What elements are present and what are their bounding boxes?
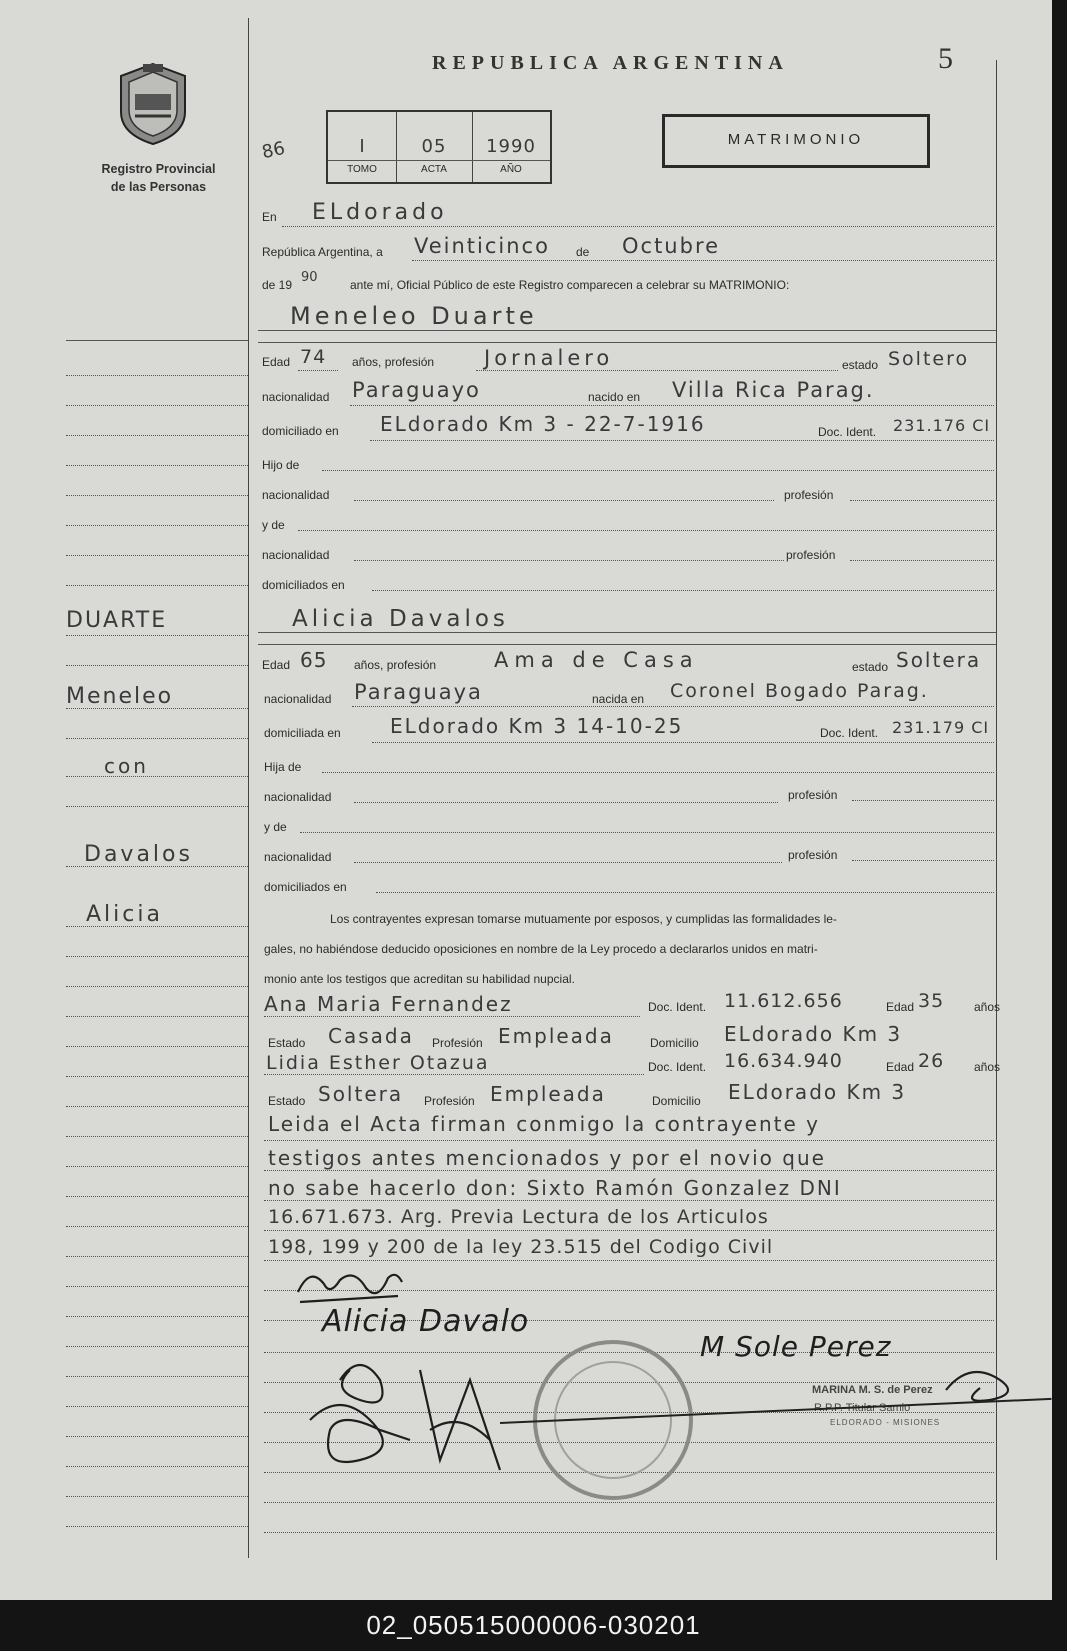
witness1-domicile: ELdorado Km 3: [724, 1022, 903, 1046]
witness1-edad-label: Edad: [886, 1000, 915, 1014]
bride-doc: 231.179 CI: [892, 718, 990, 737]
bride-status: Soltera: [896, 648, 982, 672]
bride-profession: Ama de Casa: [494, 648, 699, 672]
groom-hijo-label: Hijo de: [262, 458, 300, 472]
stamp-line-3: ELDORADO - MISIONES: [830, 1418, 941, 1427]
witness-signature-2-icon: [300, 1350, 530, 1480]
image-id-footer: 02_050515000006-030201: [366, 1610, 701, 1640]
groom-dom-label: domiciliado en: [262, 424, 339, 438]
acta-label: ACTA: [421, 164, 447, 175]
groom-prof3-label: profesión: [786, 548, 836, 562]
declaration-line-3: monio ante los testigos que acreditan su habilidad nupcial.: [264, 972, 575, 986]
tomo-value: I: [359, 136, 365, 157]
witness1-status: Casada: [328, 1024, 414, 1048]
act-type: MATRIMONIO: [727, 131, 865, 148]
anio-label: AÑO: [500, 164, 522, 175]
note-line-2: testigos antes mencionados y por el novio que: [268, 1146, 826, 1170]
witness1-age: 35: [918, 990, 945, 1012]
witness1-estado-label: Estado: [268, 1036, 306, 1050]
page-number: 5: [938, 42, 953, 75]
bride-signature: Alicia Davalo: [322, 1304, 530, 1339]
witness2-prof-label: Profesión: [424, 1094, 475, 1108]
witness2-doc: 16.634.940: [724, 1050, 843, 1072]
month-value: Octubre: [622, 234, 721, 258]
bride-doms-label: domiciliados en: [264, 880, 347, 894]
right-border: [996, 60, 997, 1560]
year-suffix: 90: [301, 270, 318, 285]
bride-nac-label: nacionalidad: [264, 692, 332, 706]
acta-value: 05: [421, 136, 447, 157]
witness2-domicile: ELdorado Km 3: [728, 1080, 907, 1104]
margin-given-1: Meneleo: [66, 684, 174, 709]
bride-birthplace: Coronel Bogado Parag.: [670, 680, 929, 702]
bride-dom-label: domiciliada en: [264, 726, 341, 740]
witness1-dom-label: Domicilio: [650, 1036, 699, 1050]
stamp-line-2: R.P.P. Titular Samio: [814, 1402, 911, 1414]
margin-surname-2: Davalos: [84, 842, 193, 867]
witness2-anos-label: años: [974, 1060, 1001, 1074]
tomo-label: TOMO: [347, 164, 377, 175]
bride-age: 65: [300, 648, 328, 672]
groom-prof2-label: profesión: [784, 488, 834, 502]
anio-value: 1990: [486, 136, 536, 157]
bride-nac3-label: nacionalidad: [264, 850, 332, 864]
act-type-box: [662, 114, 930, 168]
bride-name: Alicia Davalos: [292, 606, 509, 632]
province-seal-icon: [113, 60, 193, 146]
witness2-name: Lidia Esther Otazua: [266, 1052, 490, 1074]
groom-status: Soltero: [888, 348, 970, 370]
groom-edad-label: Edad: [262, 355, 291, 369]
bride-domicile: ELdorado Km 3 14-10-25: [390, 714, 684, 738]
witness1-anos-label: años: [974, 1000, 1001, 1014]
witness2-edad-label: Edad: [886, 1060, 915, 1074]
witness2-status: Soltera: [318, 1082, 404, 1106]
bride-edad-label: Edad: [262, 658, 291, 672]
country-title: REPUBLICA ARGENTINA: [432, 52, 789, 74]
groom-age: 74: [300, 346, 327, 368]
republica-label: República Argentina, a: [262, 245, 383, 259]
groom-doms-label: domiciliados en: [262, 578, 345, 592]
de-label: de: [576, 245, 590, 259]
witness2-profession: Empleada: [490, 1082, 606, 1106]
registry-ref-box: [326, 110, 552, 184]
declaration-line-2: gales, no habiéndose deducido oposiciones en nombre de la Ley procedo a declararlos unidos en matri-: [264, 942, 818, 956]
bride-nac2-label: nacionalidad: [264, 790, 332, 804]
bride-anos-prof-label: años, profesión: [354, 658, 437, 672]
stamp-line-1: MARINA M. S. de Perez: [812, 1384, 933, 1396]
witness2-doc-label: Doc. Ident.: [648, 1060, 707, 1074]
bride-yde-label: y de: [264, 820, 287, 834]
note-line-5: 198, 199 y 200 de la ley 23.515 del Codigo Civil: [268, 1236, 774, 1258]
groom-nationality: Paraguayo: [352, 378, 481, 402]
witness2-estado-label: Estado: [268, 1094, 306, 1108]
ante-text: ante mí, Oficial Público de este Registro comparecen a celebrar su MATRIMONIO:: [350, 278, 790, 292]
groom-name: Meneleo Duarte: [290, 302, 538, 330]
declaration-line-1: Los contrayentes expresan tomarse mutuamente por esposos, y cumplidas las formalidades le-: [330, 912, 837, 926]
bride-nacida-label: nacida en: [592, 692, 645, 706]
groom-birthplace: Villa Rica Parag.: [672, 378, 875, 402]
bride-hija-label: Hija de: [264, 760, 302, 774]
witness1-prof-label: Profesión: [432, 1036, 483, 1050]
margin-mark: 86: [260, 137, 287, 164]
year-prefix: de 19: [262, 278, 293, 292]
note-line-1: Leida el Acta firman conmigo la contrayente y: [268, 1112, 820, 1136]
groom-profession: Jornalero: [484, 346, 614, 370]
groom-anos-prof-label: años, profesión: [352, 355, 435, 369]
bride-nationality: Paraguaya: [354, 680, 483, 704]
margin-surname-1: DUARTE: [66, 608, 168, 633]
groom-doc: 231.176 CI: [893, 416, 991, 435]
margin-divider: [248, 18, 249, 1558]
groom-domicile: ELdorado Km 3 - 22-7-1916: [380, 412, 706, 436]
day-value: Veinticinco: [414, 234, 550, 258]
bride-prof2-label: profesión: [788, 788, 838, 802]
groom-nac2-label: nacionalidad: [262, 488, 330, 502]
margin-top-rule: [66, 340, 248, 341]
groom-nac3-label: nacionalidad: [262, 548, 330, 562]
bride-estado-label: estado: [852, 660, 889, 674]
registry-label: Registro Provincial de las Personas: [101, 162, 216, 194]
place-value: ELdorado: [312, 200, 448, 225]
groom-estado-label: estado: [842, 358, 879, 372]
witness2-age: 26: [918, 1050, 945, 1072]
note-line-4: 16.671.673. Arg. Previa Lectura de los Articulos: [268, 1206, 769, 1228]
witness1-doc-label: Doc. Ident.: [648, 1000, 707, 1014]
witness1-profession: Empleada: [498, 1024, 614, 1048]
en-label: En: [262, 210, 277, 224]
witness1-name: Ana Maria Fernandez: [264, 992, 513, 1016]
official-signature: M Sole Perez: [700, 1330, 892, 1363]
witness2-dom-label: Domicilio: [652, 1094, 701, 1108]
groom-yde-label: y de: [262, 518, 285, 532]
bride-doc-label: Doc. Ident.: [820, 726, 879, 740]
groom-nac-label: nacionalidad: [262, 390, 330, 404]
margin-given-2: Alicia: [86, 902, 163, 927]
groom-nacido-label: nacido en: [588, 390, 641, 404]
bride-prof3-label: profesión: [788, 848, 838, 862]
groom-doc-label: Doc. Ident.: [818, 425, 877, 439]
margin-con: con: [104, 754, 149, 778]
note-line-3: no sabe hacerlo don: Sixto Ramón Gonzalez DNI: [268, 1176, 842, 1200]
witness1-doc: 11.612.656: [724, 990, 843, 1012]
